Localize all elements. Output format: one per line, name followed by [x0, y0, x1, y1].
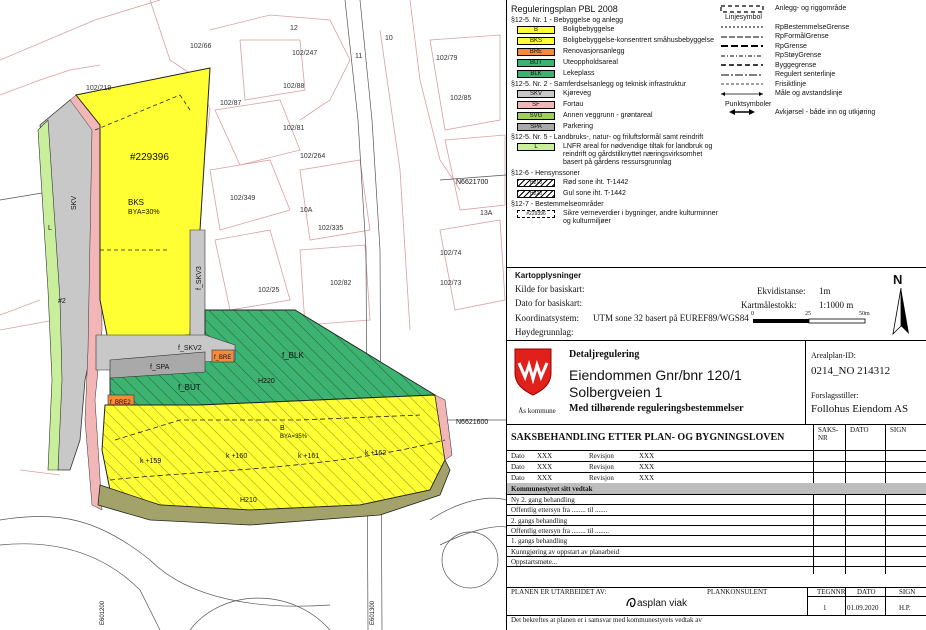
parcel-label: 102/247: [292, 50, 318, 57]
revision-label: Revisjon: [589, 463, 614, 471]
legend-line-label: Måle og avstandslinje: [775, 90, 843, 98]
blk-label: f_BLK: [282, 351, 304, 360]
line-symbol-icon: [717, 42, 767, 50]
drawing-no-value: 1: [823, 604, 827, 612]
bre2-label: f_BRE2: [110, 400, 131, 406]
council-decision-label: Kommunestyret sitt vedtak: [511, 485, 593, 493]
municipality-shield-icon: [513, 347, 553, 397]
plan-id-label: Arealplan-ID:: [811, 351, 856, 360]
legend-item: [511, 59, 719, 67]
case-step-label: 1. gangs behandling: [511, 537, 568, 546]
parcel-label: 10: [385, 35, 393, 42]
coordsys-label: Koordinatsystem:: [515, 313, 579, 323]
case-step-label: Oppstartsmøte...: [511, 557, 558, 566]
legend-line-row: [717, 32, 917, 42]
legend-item-label: Boligbebyggelse: [563, 26, 615, 33]
legend-item: [511, 101, 719, 109]
parcel-label: 102/87: [220, 100, 242, 107]
scale-value: 1:1000 m: [819, 300, 854, 310]
plan-title-line3: Med tilhørende reguleringsbestemmelser: [569, 403, 744, 414]
legend-section-5: §12-7 - Bestemmelseområder: [511, 201, 604, 208]
drawing-date-label: DATO: [857, 588, 876, 596]
source-label: Kilde for basiskart:: [515, 284, 585, 294]
parcel-label: 102/82: [330, 280, 352, 287]
legend-anlegg-row: [717, 4, 917, 14]
legend-item: [511, 48, 719, 56]
legend-item: [511, 190, 719, 198]
legend-line-row: [717, 23, 917, 33]
legend-line-label: Frisiktlinje: [775, 80, 807, 88]
zone-bks-bya-label: BYA=30%: [128, 209, 160, 216]
double-arrow-icon: [717, 108, 767, 116]
legend-line-row: [717, 42, 917, 52]
k161-label: k +161: [298, 453, 320, 460]
skv2-label: f_SKV2: [178, 345, 202, 352]
legend-swatch: #229396: [517, 210, 555, 218]
legend-item-label: Fortau: [563, 101, 584, 108]
legend-item-label: Lekeplass: [563, 70, 595, 77]
revision-value: XXX: [639, 474, 655, 482]
coordsys-value: UTM sone 32 basert på EUREF89/WGS84: [593, 313, 749, 323]
plot-id-label: #229396: [130, 152, 169, 163]
drawing-sign-label: SIGN: [899, 588, 916, 596]
line-symbol-icon: [717, 61, 767, 69]
scale-label: Kartmålestokk:: [741, 300, 797, 310]
zone-b-label: B: [280, 425, 285, 432]
drawing-no-label: TEGNNR: [817, 588, 846, 596]
legend-swatch: BKS: [517, 37, 555, 45]
legend-swatch: SF: [517, 101, 555, 109]
scale-25: 25: [805, 311, 811, 317]
parcel-label: 11: [355, 53, 363, 60]
revision-label: Revisjon: [589, 474, 614, 482]
bre-label: f_BRE: [214, 355, 232, 361]
col-sign: SIGN: [890, 426, 907, 434]
legend-line-row: [717, 61, 917, 71]
line-symbol-icon: [717, 90, 767, 98]
legend-swatch: BLK: [517, 70, 555, 78]
legend-line-label: RpGrense: [775, 42, 807, 50]
rev-date-value: XXX: [537, 452, 553, 460]
equidistance-label: Ekvidistanse:: [757, 286, 806, 296]
k162-label: k +162: [365, 450, 387, 457]
rev-date-value: XXX: [537, 474, 553, 482]
anlegg-symbol-icon: [717, 5, 767, 13]
l-label: L: [48, 225, 52, 232]
legend-line-row: [717, 51, 917, 61]
skv3-label: f_SKV3: [196, 266, 203, 290]
plan-title-line1: Eiendommen Gnr/bnr 120/1: [569, 367, 742, 383]
legend-swatch: L: [517, 143, 555, 151]
drawing-sign-value: H.P.: [899, 604, 911, 612]
legend-item: [511, 70, 719, 78]
legend-items-2: [511, 90, 719, 131]
legend-items-5: [511, 210, 719, 226]
legend-item: [511, 112, 719, 120]
zone-b-bya-label: BYA=35%: [280, 434, 308, 440]
line-symbol-icon: [717, 80, 767, 88]
legend-item: [511, 210, 719, 226]
parcel-label: 12: [290, 25, 298, 32]
legend-item-label: Kjøreveg: [563, 90, 592, 97]
plan-title-line2: Solbergveien 1: [569, 384, 663, 400]
h210-label: H210: [240, 497, 257, 504]
legend-punkt-title: Punktsymboler: [725, 100, 772, 108]
parcel-label: 102/81: [283, 125, 305, 132]
line-symbol-icon: [717, 33, 767, 41]
parcel-label: 102/264: [300, 153, 326, 160]
parcel-label: 102/25: [258, 287, 280, 294]
legend-item: [511, 26, 719, 34]
legend-section-3: §12-5. Nr. 5 - Landbruks-, natur- og friluftsformål samt reindrift: [511, 134, 704, 141]
legend-punkt-row: [717, 108, 917, 118]
case-heading: SAKSBEHANDLING ETTER PLAN- OG BYGNINGSLOVEN: [511, 432, 785, 443]
north-label: N: [893, 272, 903, 287]
legend-section-2: §12-5. Nr. 2 - Samferdselsanlegg og teknisk infrastruktur: [511, 81, 687, 88]
legend-item: [511, 90, 719, 98]
legend-item-label: Sikre verneverdier i bygninger, andre kulturminner og kulturmiljøer: [563, 210, 718, 225]
legend-line-row: [717, 89, 917, 99]
rev-date-label: Dato: [511, 474, 525, 482]
legend-section-1: §12-5. Nr. 1 - Bebyggelse og anlegg: [511, 17, 624, 24]
plan-title-block: [506, 340, 926, 424]
case-step-label: Ny 2. gang behandling: [511, 496, 575, 504]
zone-b-hatch: [102, 395, 445, 510]
legend-swatch: B: [517, 26, 555, 34]
parcel-label: 102/85: [450, 95, 472, 102]
legend-line-label: RpStøyGrense: [775, 52, 822, 60]
revision-value: XXX: [639, 452, 655, 460]
legend-punkt-label: Avkjørsel - både inn og utkjøring: [775, 108, 876, 116]
legend-line-row: [717, 80, 917, 90]
legend-line-label: Regulert senterlinje: [775, 71, 836, 79]
legend-items-4: [511, 179, 719, 198]
col-dato: DATO: [850, 426, 869, 434]
legend-item-label: LNFR areal for nødvendige tiltak for landbruk og reindrift og gårdstilknyttet næringsvirksomhet basert på gårdens ressursgrunnlag: [563, 143, 713, 166]
rev-date-label: Dato: [511, 452, 525, 460]
confirmation-text: Det bekreftes at planen er i samsvar med kommunestyrets vedtak av: [511, 616, 702, 624]
k160-label: k +160: [226, 453, 248, 460]
plan-id-value: 0214_NO 214312: [811, 365, 891, 377]
north-arrow-icon: [891, 288, 911, 336]
legend-item-label: Rød sone iht. T-1442: [563, 179, 629, 186]
asplan-logo-icon: [625, 592, 637, 610]
revision-label: Revisjon: [589, 452, 614, 460]
plan-type: Detaljregulering: [569, 349, 640, 360]
col-saksnr: SAKS-NR: [818, 426, 839, 442]
parcel-label: 102/79: [436, 55, 458, 62]
zone-bks-label: BKS: [128, 198, 145, 207]
legend-item-label: Uteoppholdsareal: [563, 59, 618, 66]
but-label: f_BUT: [178, 383, 201, 392]
legend-column-areas: [511, 4, 719, 229]
prepared-by-label: PLANEN ER UTARBEIDET AV:: [511, 588, 607, 596]
case-step-label: Offentlig ettersyn fra ........ til ........: [511, 526, 610, 535]
legend-item-label: Boligbebyggelse-konsentrert småhusbebyggelse: [563, 37, 714, 44]
parcel-label: 102/74: [440, 250, 462, 257]
parcel-label: 102/349: [230, 195, 256, 202]
legend-line-label: Byggegrense: [775, 61, 817, 69]
map-info-panel: [506, 268, 926, 340]
parcel-label: 13A: [480, 210, 493, 217]
proposer-value: Follohus Eiendom AS: [811, 403, 909, 415]
legend-item-label: Renovasjonsanlegg: [563, 48, 625, 55]
revision-value: XXX: [639, 463, 655, 471]
line-symbol-icon: [717, 71, 767, 79]
legend-line-row: [717, 70, 917, 80]
legend-line-label: RpBestemmelseGrense: [775, 23, 850, 31]
legend-line-symbols: [717, 23, 917, 99]
title-divider: [805, 341, 806, 425]
legend-line-label: RpFormålGrense: [775, 33, 829, 41]
parcel-label: 102/219: [86, 85, 112, 92]
northing-1-label: N6621700: [456, 179, 489, 186]
legend-swatch: SVG: [517, 112, 555, 120]
map-info-title: Kartopplysninger: [515, 271, 582, 280]
consultant-label: PLANKONSULENT: [707, 588, 768, 596]
legend-anlegg-label: Anlegg- og riggområde: [775, 5, 847, 13]
line-symbol-icon: [717, 52, 767, 60]
skv-label: SKV: [71, 195, 78, 210]
spa-label: f_SPA: [150, 364, 170, 371]
rev-date-value: XXX: [537, 463, 553, 471]
h2-label: #2: [58, 298, 66, 305]
legend-swatch: SKV: [517, 90, 555, 98]
parcel-label: 102/66: [190, 43, 212, 50]
legend-item: [511, 179, 719, 187]
scale-0: 0: [751, 311, 754, 317]
parcel-label: 102/335: [318, 225, 344, 232]
legend-item-label: Annen veggrunn - grøntareal: [563, 112, 653, 119]
municipality-label: Ås kommune: [518, 407, 556, 415]
legend-section-4: §12-6 - Hensynssoner: [511, 170, 580, 177]
easting-2-label: E601300: [370, 600, 376, 625]
case-step-label: 2. gangs behandling: [511, 516, 568, 525]
equidistance-value: 1m: [819, 286, 831, 296]
parcel-label: 102/88: [283, 83, 305, 90]
legend-swatch: H220: [517, 190, 555, 198]
legend-swatch: BRE: [517, 48, 555, 56]
legend-item: [511, 37, 719, 45]
legend-item-label: Gul sone iht. T-1442: [563, 190, 626, 197]
legend-swatch: SPA: [517, 123, 555, 131]
drawing-date-value: 01.09.2020: [847, 604, 879, 612]
legend-swatch: BUT: [517, 59, 555, 67]
legend-item: [511, 123, 719, 131]
case-step-label: Kunngjøring av oppstart av planarbeid: [511, 547, 620, 556]
legend-swatch: H210: [517, 179, 555, 187]
k159-label: k +159: [140, 458, 162, 465]
legend-item: [511, 143, 719, 167]
easting-1-label: E601200: [100, 600, 106, 625]
line-symbol-icon: [717, 23, 767, 31]
legend-item-label: Parkering: [563, 123, 593, 130]
consultant-name: asplan viak: [637, 598, 688, 609]
case-processing-table: [506, 424, 926, 630]
case-step-label: Offentlig ettersyn fra ........ til .......: [511, 506, 608, 515]
date-label: Dato for basiskart:: [515, 298, 582, 308]
parcel-label: 102/73: [440, 280, 462, 287]
legend-title: Reguleringsplan PBL 2008: [511, 4, 618, 14]
rev-date-label: Dato: [511, 463, 525, 471]
legend-items-3: [511, 143, 719, 167]
legend-lines-title: Linjesymbol: [725, 13, 762, 21]
northing-2-label: N6621600: [456, 419, 489, 426]
legend-items-1: [511, 26, 719, 78]
h220-label: H220: [258, 378, 275, 385]
height-label: Høydegrunnlag:: [515, 327, 574, 337]
map-legend: [506, 0, 926, 268]
proposer-label: Forslagsstiller:: [811, 391, 859, 400]
legend-column-lines: [717, 4, 917, 117]
scale-50: 50m: [859, 311, 870, 317]
parcel-label: 10A: [300, 207, 313, 214]
